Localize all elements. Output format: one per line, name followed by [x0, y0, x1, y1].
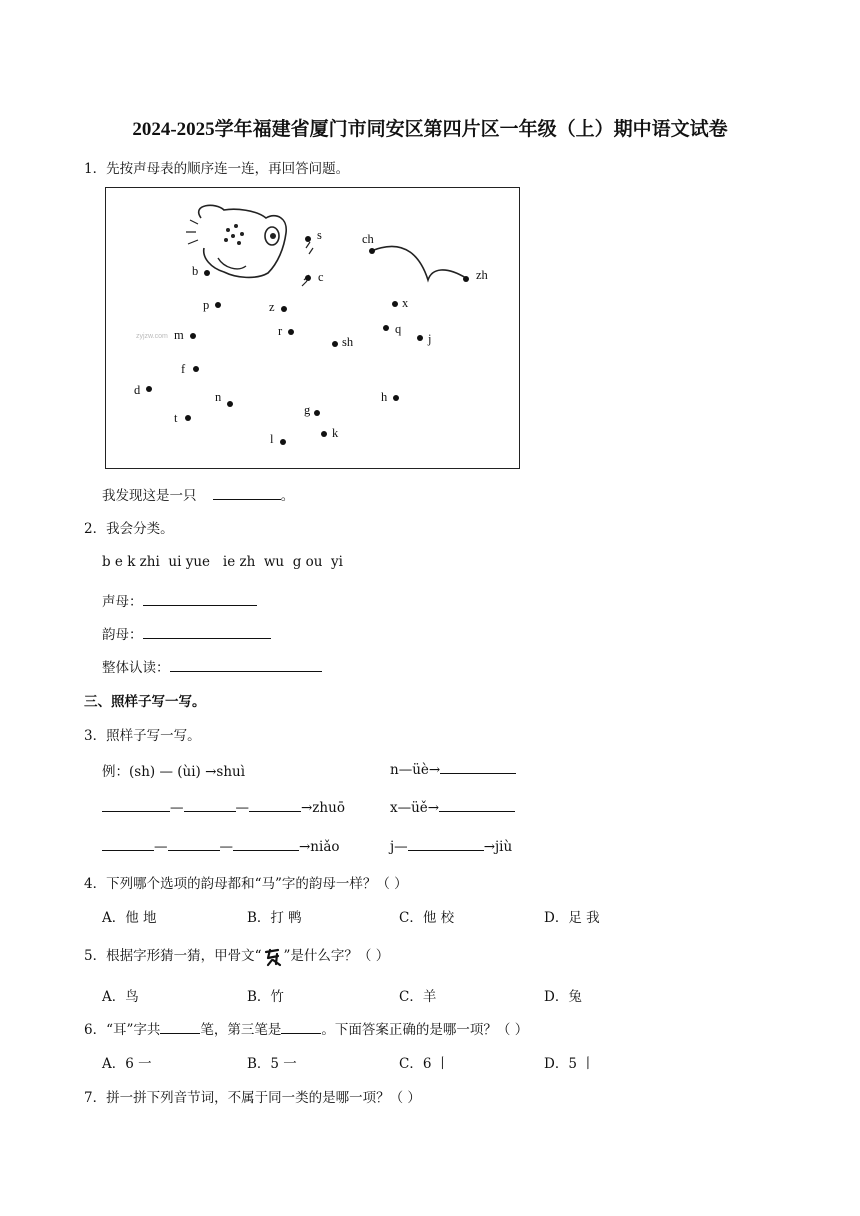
- dot-label-f: f: [181, 362, 186, 376]
- q2-zhengti-blank[interactable]: [170, 658, 322, 672]
- dot-sh: [332, 341, 338, 347]
- q3-row3-left: [102, 837, 340, 855]
- dot-t: [185, 415, 191, 421]
- dot-zh: [463, 276, 469, 282]
- dot-label-q: q: [395, 322, 402, 336]
- q3-row1-right-blank[interactable]: [440, 760, 516, 774]
- section-3-heading: 三、照样子写一写。: [84, 694, 206, 710]
- q3-row2-right-blank[interactable]: [439, 798, 515, 812]
- dot-label-h: h: [381, 390, 388, 404]
- dot-label-x: x: [402, 296, 409, 310]
- q3-row3-blank-3[interactable]: [233, 837, 299, 851]
- q3-row3-end: →niǎo: [299, 839, 340, 855]
- q6-prompt-c: 。下面答案正确的是哪一项？（ ）: [321, 1022, 529, 1038]
- q6-option-d[interactable]: D．5 丨: [544, 1056, 595, 1072]
- q3-row2-blank-3[interactable]: [249, 798, 301, 812]
- q6-blank-2[interactable]: [281, 1020, 321, 1034]
- q3-row3-right: [390, 837, 512, 855]
- q7-prompt: 7．拼一拼下列音节词，不属于同一类的是哪一项？（ ）: [84, 1090, 421, 1106]
- dot-z: [281, 306, 287, 312]
- dot-m: [190, 333, 196, 339]
- dot-r: [288, 329, 294, 335]
- elephant-sketch: [106, 188, 519, 468]
- dot-label-k: k: [332, 426, 339, 440]
- q5-prompt-b: ”是什么字？（ ）: [283, 948, 390, 964]
- dot-x: [392, 301, 398, 307]
- q1-answer-blank[interactable]: [213, 486, 281, 500]
- oracle-bone-glyph-icon: [262, 946, 284, 968]
- q2-items: b e k zhi ui yue ie zh wu g ou yi: [102, 554, 343, 570]
- q3-row2-right-text: x—üě→: [390, 800, 440, 816]
- dot-ch: [369, 248, 375, 254]
- q3-row3-right-end: →jiù: [483, 839, 513, 855]
- dot-label-d: d: [134, 383, 141, 397]
- q4-option-a[interactable]: A．他 地: [102, 910, 157, 926]
- q2-prompt: 2．我会分类。: [84, 521, 174, 537]
- q2-yunmu-label: 韵母：: [102, 627, 143, 643]
- dot-g: [314, 410, 320, 416]
- q2-zhengti-label: 整体认读：: [102, 660, 170, 676]
- q5-option-a[interactable]: A．鸟: [102, 989, 139, 1005]
- q6-option-a[interactable]: A．6 一: [102, 1056, 152, 1072]
- q6-option-c[interactable]: C．6 丨: [399, 1056, 450, 1072]
- q3-row3-blank-2[interactable]: [168, 837, 220, 851]
- dot-label-l: l: [270, 432, 274, 446]
- q1-answer-end: 。: [280, 488, 295, 504]
- q2-yunmu-blank[interactable]: [143, 625, 271, 639]
- dot-label-c: c: [318, 270, 324, 284]
- q3-row3-dash-2: —: [219, 839, 233, 855]
- svg-text:zyjzw.com: zyjzw.com: [136, 333, 168, 340]
- q5-prompt-row: [84, 944, 389, 968]
- q6-prompt-b: 笔，第三笔是: [200, 1022, 282, 1038]
- q3-row2-right: [390, 798, 515, 816]
- q5-option-b[interactable]: B．竹: [247, 989, 284, 1005]
- dot-c: [305, 275, 311, 281]
- q1-answer-text: 我发现这是一只: [102, 488, 197, 504]
- q3-row2-blank-1[interactable]: [102, 798, 170, 812]
- connect-dots-picture: [105, 187, 520, 469]
- q3-row1-right: [390, 760, 516, 778]
- dot-label-zh: zh: [476, 268, 488, 282]
- dot-label-ch: ch: [362, 232, 374, 246]
- q6-blank-1[interactable]: [160, 1020, 200, 1034]
- dot-d: [146, 386, 152, 392]
- q4-option-b[interactable]: B．打 鸭: [247, 910, 302, 926]
- q2-zhengti-row: [102, 656, 322, 676]
- q5-option-d[interactable]: D．兔: [544, 989, 582, 1005]
- q3-row3-dash-1: —: [154, 839, 168, 855]
- q1-answer-row: [102, 484, 294, 504]
- q5-prompt-a: 5．根据字形猜一猜，甲骨文“: [84, 948, 262, 964]
- dot-q: [383, 325, 389, 331]
- dot-n: [227, 401, 233, 407]
- q2-shengmu-row: [102, 590, 257, 610]
- q2-yunmu-row: [102, 623, 271, 643]
- q3-row2-left: [102, 798, 345, 816]
- dot-k: [321, 431, 327, 437]
- q6-prompt-row: [84, 1018, 528, 1038]
- dot-j: [417, 335, 423, 341]
- q6-prompt-a: 6．“耳”字共: [84, 1022, 161, 1038]
- dot-label-p: p: [203, 298, 210, 312]
- dot-label-r: r: [278, 324, 283, 338]
- dot-s: [305, 236, 311, 242]
- q6-option-b[interactable]: B．5 一: [247, 1056, 297, 1072]
- dot-label-m: m: [174, 328, 184, 342]
- dot-label-g: g: [304, 403, 311, 417]
- dot-h: [393, 395, 399, 401]
- q2-shengmu-blank[interactable]: [143, 592, 257, 606]
- dot-p: [215, 302, 221, 308]
- q3-row3-right-text: j—: [390, 839, 408, 855]
- q3-row1-right-text: n—üè→: [390, 762, 441, 778]
- dot-label-t: t: [174, 411, 178, 425]
- q3-row2-end: →zhuō: [301, 800, 345, 816]
- q3-row2-dash-1: —: [170, 800, 184, 816]
- q1-prompt: 1．先按声母表的顺序连一连，再回答问题。: [84, 161, 350, 177]
- q5-option-c[interactable]: C．羊: [399, 989, 437, 1005]
- q3-row3-blank-1[interactable]: [102, 837, 154, 851]
- dot-label-b: b: [192, 264, 199, 278]
- dot-label-j: j: [428, 332, 432, 346]
- q4-prompt: 4．下列哪个选项的韵母都和“马”字的韵母一样？（ ）: [84, 876, 408, 892]
- q4-option-c[interactable]: C．他 校: [399, 910, 455, 926]
- q2-shengmu-label: 声母：: [102, 594, 143, 610]
- q3-row2-dash-2: —: [235, 800, 249, 816]
- q3-row2-blank-2[interactable]: [184, 798, 236, 812]
- dot-f: [193, 366, 199, 372]
- q3-row3-right-blank[interactable]: [408, 837, 484, 851]
- q3-example: 例：(sh) — (ùi) →shuì: [102, 764, 246, 780]
- dot-label-z: z: [269, 300, 275, 314]
- q4-option-d[interactable]: D．足 我: [544, 910, 600, 926]
- q3-prompt: 3．照样子写一写。: [84, 728, 201, 744]
- dot-l: [280, 439, 286, 445]
- dot-label-n: n: [215, 390, 222, 404]
- page-title: 2024-2025学年福建省厦门市同安区第四片区一年级（上）期中语文试卷: [132, 119, 728, 140]
- dot-label-sh: sh: [342, 335, 354, 349]
- dot-label-s: s: [317, 228, 322, 242]
- dot-b: [204, 270, 210, 276]
